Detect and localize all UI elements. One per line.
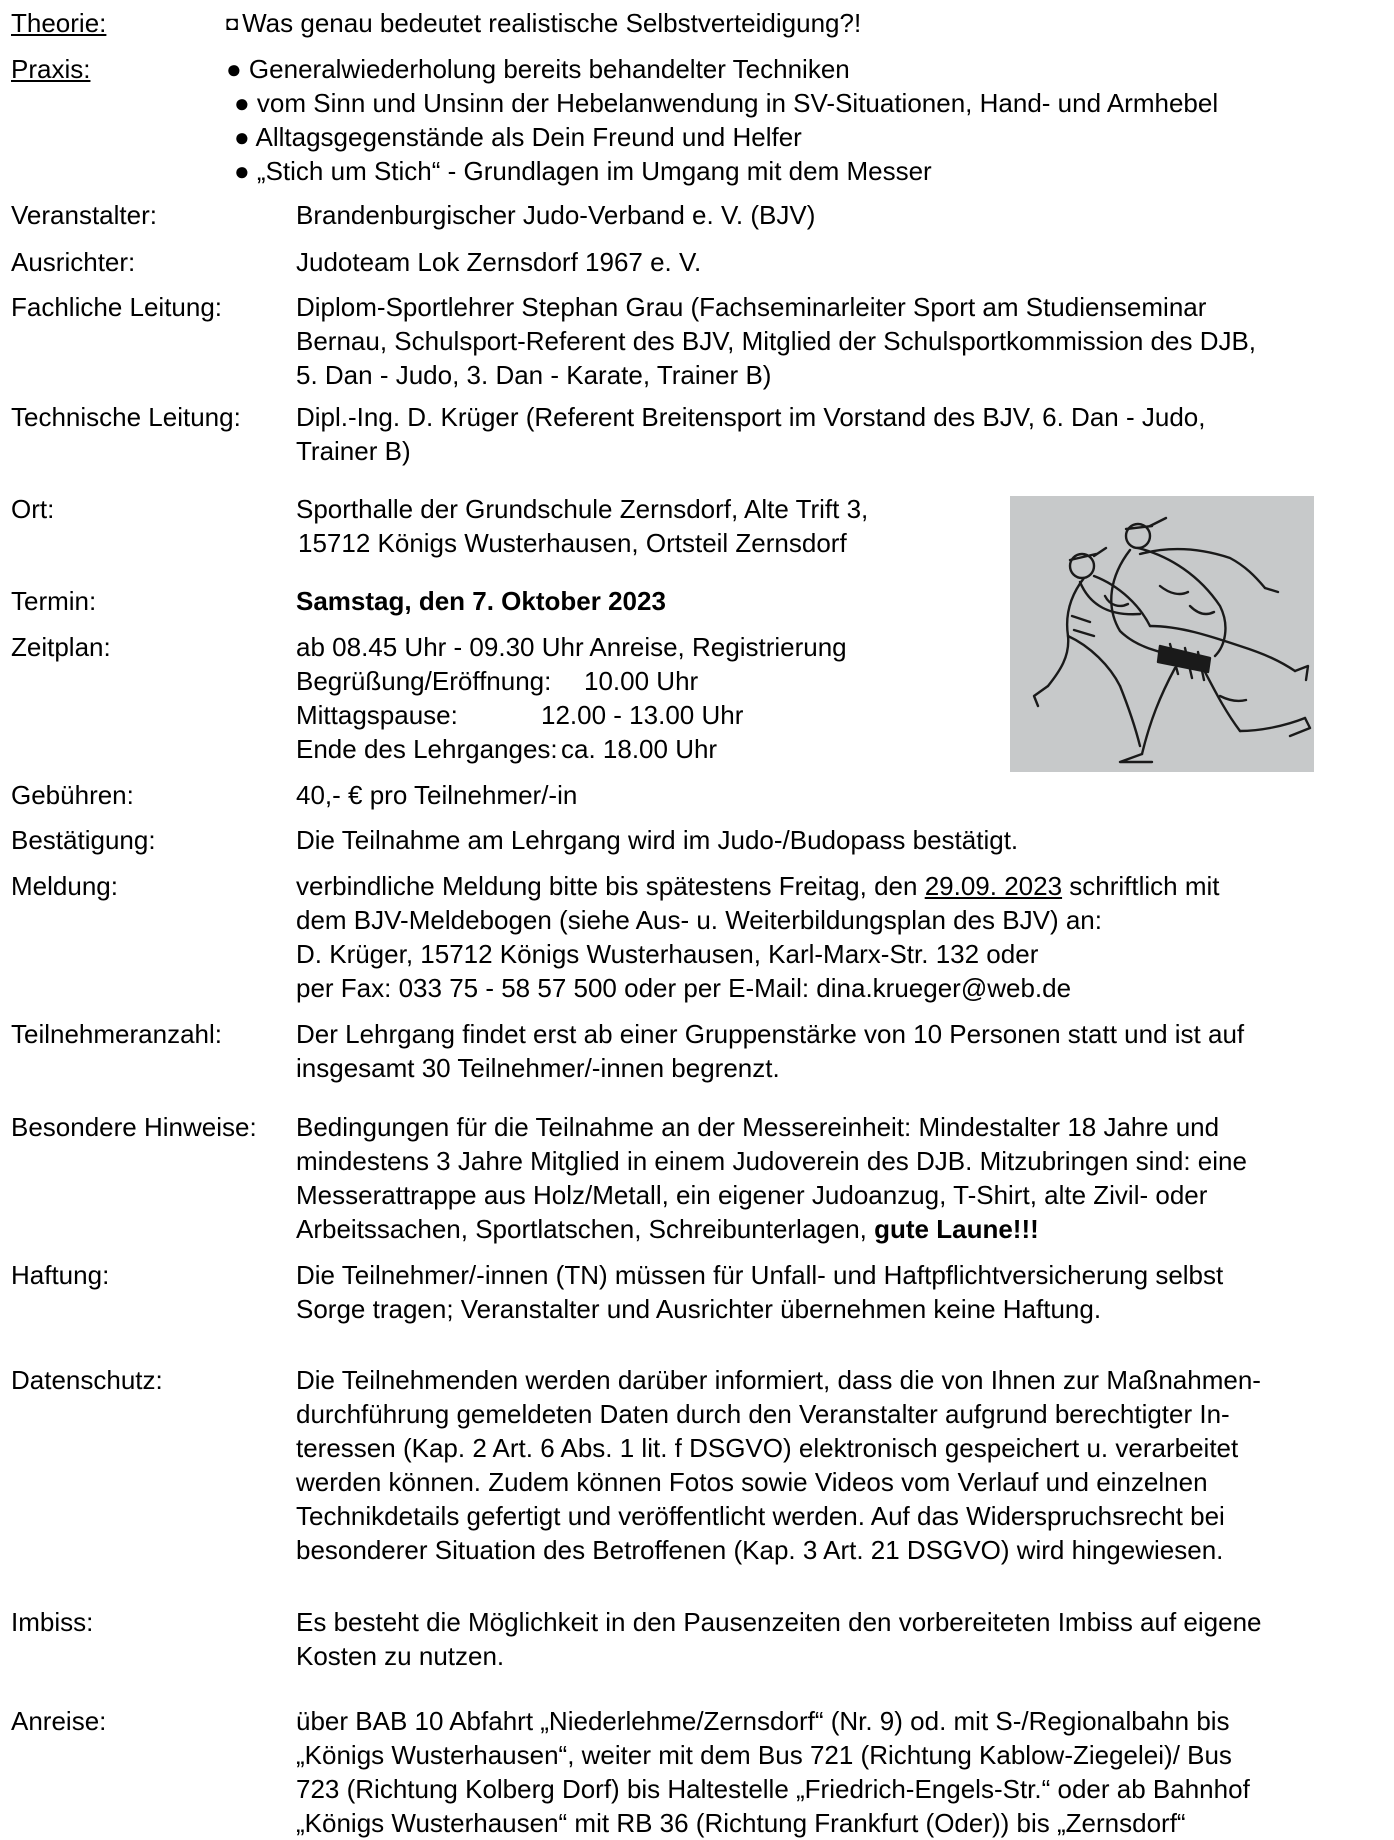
label-anreise: Anreise: <box>11 1706 107 1736</box>
label-termin: Termin: <box>11 586 97 616</box>
praxis-list <box>226 52 1218 188</box>
praxis-item: ● vom Sinn und Unsinn der Hebelanwendung in SV-Situationen, Hand- und Armhebel <box>234 88 1219 118</box>
praxis-item: ● Alltagsgegenstände als Dein Freund und Helfer <box>234 122 802 152</box>
anreise-value: über BAB 10 Abfahrt „Niederlehme/Zernsdorf“ (Nr. 9) od. mit S-/Regionalbahn bis „Königs Wusterhausen“, weiter mit dem Bus 721 (Richtung Kablow-Ziegelei)/ Bus 723 (Richtung Kolberg Dorf) bis Haltestelle „Friedrich-Engels-Str.“ oder ab Bahnhof „Königs Wusterhausen“ mit RB 36 (Richtung Frankfurt (Oder)) bis „Zernsdorf“ <box>296 1706 1250 1838</box>
zeitplan-row: Mittagspause: 12.00 - 13.00 Uhr <box>296 700 744 730</box>
praxis-item: ● „Stich um Stich“ - Grundlagen im Umgang mit dem Messer <box>234 156 932 186</box>
ort-value: Sporthalle der Grundschule Zernsdorf, Alte Trift 3, 15712 Königs Wusterhausen, Ortsteil Zernsdorf <box>296 494 869 558</box>
zeitplan-row: Ende des Lehrganges: ca. 18.00 Uhr <box>296 734 718 764</box>
label-ort: Ort: <box>11 494 55 524</box>
label-imbiss: Imbiss: <box>11 1607 94 1637</box>
judo-illustration-icon <box>1010 496 1314 772</box>
fachliche-leitung-value: Diplom-Sportlehrer Stephan Grau (Fachseminarleiter Sport am Studienseminar Bernau, Schulsport-Referent des BJV, Mitglied der Schulsportkommission des DJB, 5. Dan - Judo, 3. Dan - Karate, Trainer B) <box>296 292 1257 390</box>
gebuehren-value: 40,- € pro Teilnehmer/-in <box>296 780 578 810</box>
label-zeitplan: Zeitplan: <box>11 632 111 662</box>
label-datenschutz: Datenschutz: <box>11 1365 163 1395</box>
square-bullet-icon: ◘ <box>226 13 239 35</box>
datenschutz-value: Die Teilnehmenden werden darüber informiert, dass die von Ihnen zur Maßnahmen- durchführung gemeldeten Daten durch den Veranstalter aufgrund berechtigter In- teressen (Kap. 2 Art. 6 Abs. 1 lit. f DSGVO) elektronisch gespeichert u. verarbeitet werden können. Zudem können Fotos sowie Videos vom Verlauf und einzelnen Technikdetails gefertigt und veröffentlicht werden. Auf das Widerspruchsrecht bei besonderer Situation des Betroffenen (Kap. 3 Art. 21 DSGVO) wird hingewiesen. <box>296 1365 1261 1565</box>
imbiss-value: Es besteht die Möglichkeit in den Pausenzeiten den vorbereiteten Imbiss auf eigene Kosten zu nutzen. <box>296 1607 1262 1671</box>
label-theorie: Theorie: <box>11 8 107 38</box>
label-bestaetigung: Bestätigung: <box>11 825 156 855</box>
zeitplan-row: Begrüßung/Eröffnung: 10.00 Uhr <box>296 666 699 696</box>
technische-leitung-value: Dipl.-Ing. D. Krüger (Referent Breitensport im Vorstand des BJV, 6. Dan - Judo, Trainer B) <box>296 402 1206 466</box>
label-fachliche-leitung: Fachliche Leitung: <box>11 292 223 322</box>
label-technische-leitung: Technische Leitung: <box>11 402 241 432</box>
label-ausrichter: Ausrichter: <box>11 247 136 277</box>
praxis-item: ● Generalwiederholung bereits behandelter Techniken <box>226 54 850 84</box>
zeitplan-value: ab 08.45 Uhr - 09.30 Uhr Anreise, Registrierung Begrüßung/Eröffnung: 10.00 Uhr Mittagspause: 12.00 - 13.00 Uhr Ende des Lehrganges: ca. 18.00 Uhr <box>296 630 996 766</box>
haftung-value: Die Teilnehmer/-innen (TN) müssen für Unfall- und Haftpflichtversicherung selbst Sorge tragen; Veranstalter und Ausrichter übernehmen keine Haftung. <box>296 1260 1224 1324</box>
hinweise-value: Bedingungen für die Teilnahme an der Messereinheit: Mindestalter 18 Jahre und mindestens 3 Jahre Mitglied in einem Judoverein des DJB. Mitzubringen sind: eine Messerattrappe aus Holz/Metall, ein eigener Judoanzug, T-Shirt, alte Zivil- oder Arbeitssachen, Sportlatschen, Schreibunterlagen, gute Laune!!! <box>296 1112 1247 1244</box>
bestaetigung-value: Die Teilnahme am Lehrgang wird im Judo-/Budopass bestätigt. <box>296 825 1019 855</box>
label-gebuehren: Gebühren: <box>11 780 134 810</box>
judo-throw-image <box>1010 496 1314 772</box>
label-teilnehmeranzahl: Teilnehmeranzahl: <box>11 1019 223 1049</box>
label-praxis: Praxis: <box>11 54 91 84</box>
meldung-value: verbindliche Meldung bitte bis spätestens Freitag, den 29.09. 2023 schriftlich mit dem BJV-Meldebogen (siehe Aus- u. Weiterbildungsplan des BJV) an: D. Krüger, 15712 Königs Wusterhausen, Karl-Marx-Str. 132 oder per Fax: 033 75 - 58 57 500 oder per E-Mail: dina.krueger@web.de <box>296 871 1220 1003</box>
veranstalter-value: Brandenburgischer Judo-Verband e. V. (BJV) <box>296 200 816 230</box>
label-hinweise: Besondere Hinweise: <box>11 1112 257 1142</box>
label-veranstalter: Veranstalter: <box>11 200 157 230</box>
termin-value: Samstag, den 7. Oktober 2023 <box>296 586 666 616</box>
label-haftung: Haftung: <box>11 1260 110 1290</box>
label-meldung: Meldung: <box>11 871 118 901</box>
ausrichter-value: Judoteam Lok Zernsdorf 1967 e. V. <box>296 247 702 277</box>
theorie-text: ◘ Was genau bedeutet realistische Selbstverteidigung?! <box>226 6 861 41</box>
teilnehmeranzahl-value: Der Lehrgang findet erst ab einer Gruppenstärke von 10 Personen statt und ist auf insgesamt 30 Teilnehmer/-innen begrenzt. <box>296 1019 1245 1083</box>
meldung-deadline: 29.09. 2023 <box>924 871 1063 901</box>
